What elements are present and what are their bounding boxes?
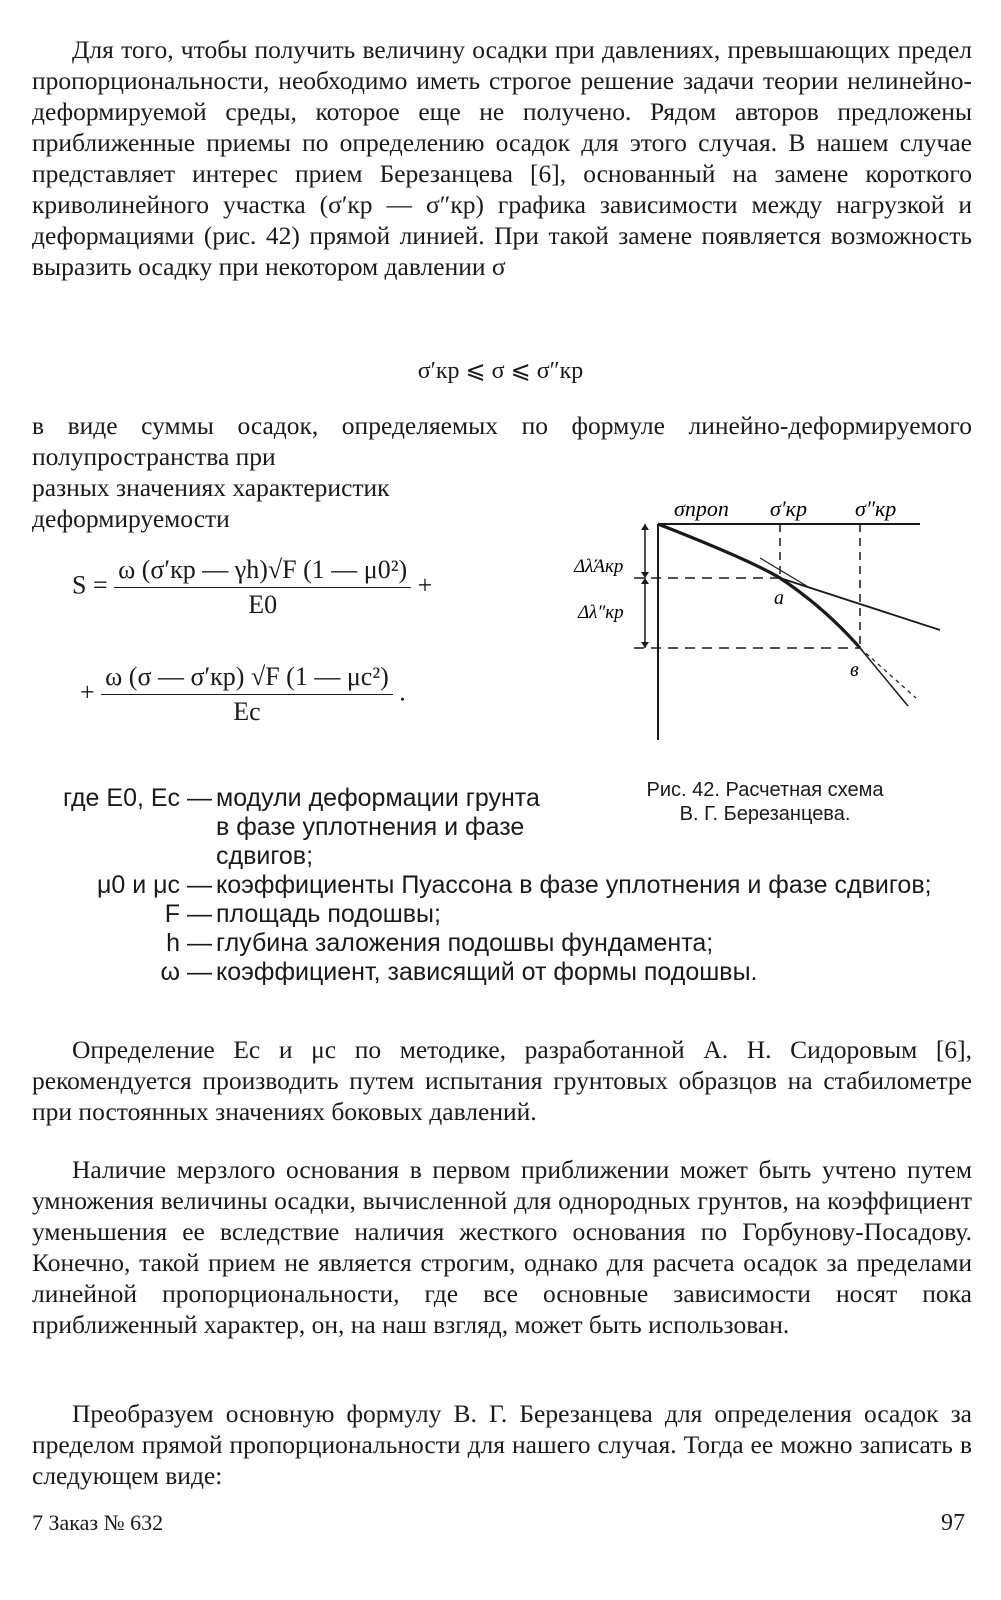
definition-key: F — <box>164 900 212 928</box>
formula-lhs: S = <box>72 570 108 600</box>
label-point-b: в <box>850 659 859 681</box>
definition-value: коэффициент, зависящий от формы подошвы. <box>216 958 758 986</box>
definition-row <box>32 784 552 871</box>
paragraph-sum-intro-continued: разных значениях характеристик деформируемости <box>32 473 390 533</box>
tangent-at-a <box>760 558 810 588</box>
formula-denominator-2: Eс <box>233 697 261 726</box>
footer-order-number: 7 Заказ № 632 <box>32 1510 164 1535</box>
settlement-formula-line1 <box>72 555 432 620</box>
berezantsev-diagram <box>570 480 960 750</box>
page-number: 97 <box>941 1510 965 1536</box>
label-sigma-prop: σпроп <box>674 496 729 521</box>
formula-fraction-2 <box>101 662 393 727</box>
label-sigma-kr1: σ′кр <box>770 496 807 521</box>
definitions-list <box>32 784 982 987</box>
label-point-a: a <box>774 587 784 609</box>
formula-denominator-1: E0 <box>248 590 278 619</box>
definition-key: где E0, Eс — <box>62 784 212 812</box>
formula-fraction-1 <box>114 555 411 620</box>
definition-row <box>32 929 982 958</box>
arrowhead-up-1 <box>641 524 649 530</box>
label-sigma-kr2: σ″кр <box>855 496 897 521</box>
definition-row <box>32 900 982 929</box>
curve-tangent-lower <box>860 648 908 706</box>
definition-key: h — <box>166 929 212 957</box>
formula-plus-1: + <box>417 570 433 600</box>
definition-value: площадь подошвы; <box>216 900 441 928</box>
arrowhead-up-2 <box>641 578 649 584</box>
settlement-formula-line2 <box>80 662 406 727</box>
label-delta-lambda-2: Δλ″кр <box>578 602 624 623</box>
arrowhead-down-2 <box>641 642 649 648</box>
paragraph-intro: Для того, чтобы получить величину осадки при давлениях, превышающих предел пропорциональности, необходимо иметь строгое решение задачи теории нелинейно-деформируемой среды, которое еще не получено. Рядом авторов предложены приближенные приемы по определению осадок для этого случая. В нашем случае представляет интерес прием Березанцева [6], основанный на замене короткого криволинейного участка (σ′кр — σ″кр) графика зависимости между нагрузкой и деформациями (рис. 42) прямой линией. При такой замене появляется возможность выразить осадку при некотором давлении σ <box>32 35 972 281</box>
definition-row <box>32 871 982 900</box>
deformation-curve <box>658 524 860 648</box>
caption-line-1: Рис. 42. Расчетная схема <box>646 779 884 801</box>
formula-plus-2: + <box>80 677 95 707</box>
label-delta-lambda-1: ΔλΆкр <box>574 556 624 577</box>
paragraph-sidorov-method: Определение Eс и μс по методике, разработанной А. Н. Сидоровым [6], рекомендуется производить путем испытания грунтовых образцов на стабилометре при постоянных значениях боковых давлений. <box>32 1035 972 1126</box>
definition-key: ω — <box>160 958 212 986</box>
arrowhead-down-1 <box>641 572 649 578</box>
inequality-formula: σ′кр ⩽ σ ⩽ σ″кр <box>417 358 584 384</box>
definition-value: глубина заложения подошвы фундамента; <box>216 929 714 957</box>
definition-key: μ0 и μс — <box>96 871 212 899</box>
definition-value: коэффициенты Пуассона в фазе уплотнения и фазе сдвигов; <box>216 871 932 899</box>
definition-value: модули деформации грунта в фазе уплотнения и фазе сдвигов; <box>216 784 540 870</box>
paragraph-sum-intro: в виде суммы осадок, определяемых по формуле линейно-деформируемого полупространства при <box>32 411 972 471</box>
definition-row <box>32 958 982 987</box>
paragraph-frozen-base: Наличие мерзлого основания в первом приближении может быть учтено путем умножения величины осадки, вычисленной для однородных грунтов, на коэффициент уменьшения ее вследствие наличия жесткого основания по Горбунову-Посадову. Конечно, такой прием не является строгим, однако для расчета осадок за пределами линейной пропорциональности, где все основные зависимости носят пока приближенный характер, он, на наш взгляд, может быть использован. <box>32 1155 972 1339</box>
paragraph-transform-formula: Преобразуем основную формулу В. Г. Березанцева для определения осадок за пределом прямой пропорциональности для нашего случая. Тогда ее можно записать в следующем виде: <box>32 1399 972 1490</box>
formula-numerator-1: ω (σ′кр — γh)√F (1 — μ0²) <box>114 555 411 588</box>
caption-line-2: В. Г. Березанцева. <box>679 803 851 825</box>
curve-tangent-dashed <box>860 648 916 698</box>
formula-end: . <box>399 677 406 707</box>
formula-numerator-2: ω (σ — σ′кр) √F (1 — μс²) <box>101 662 393 695</box>
